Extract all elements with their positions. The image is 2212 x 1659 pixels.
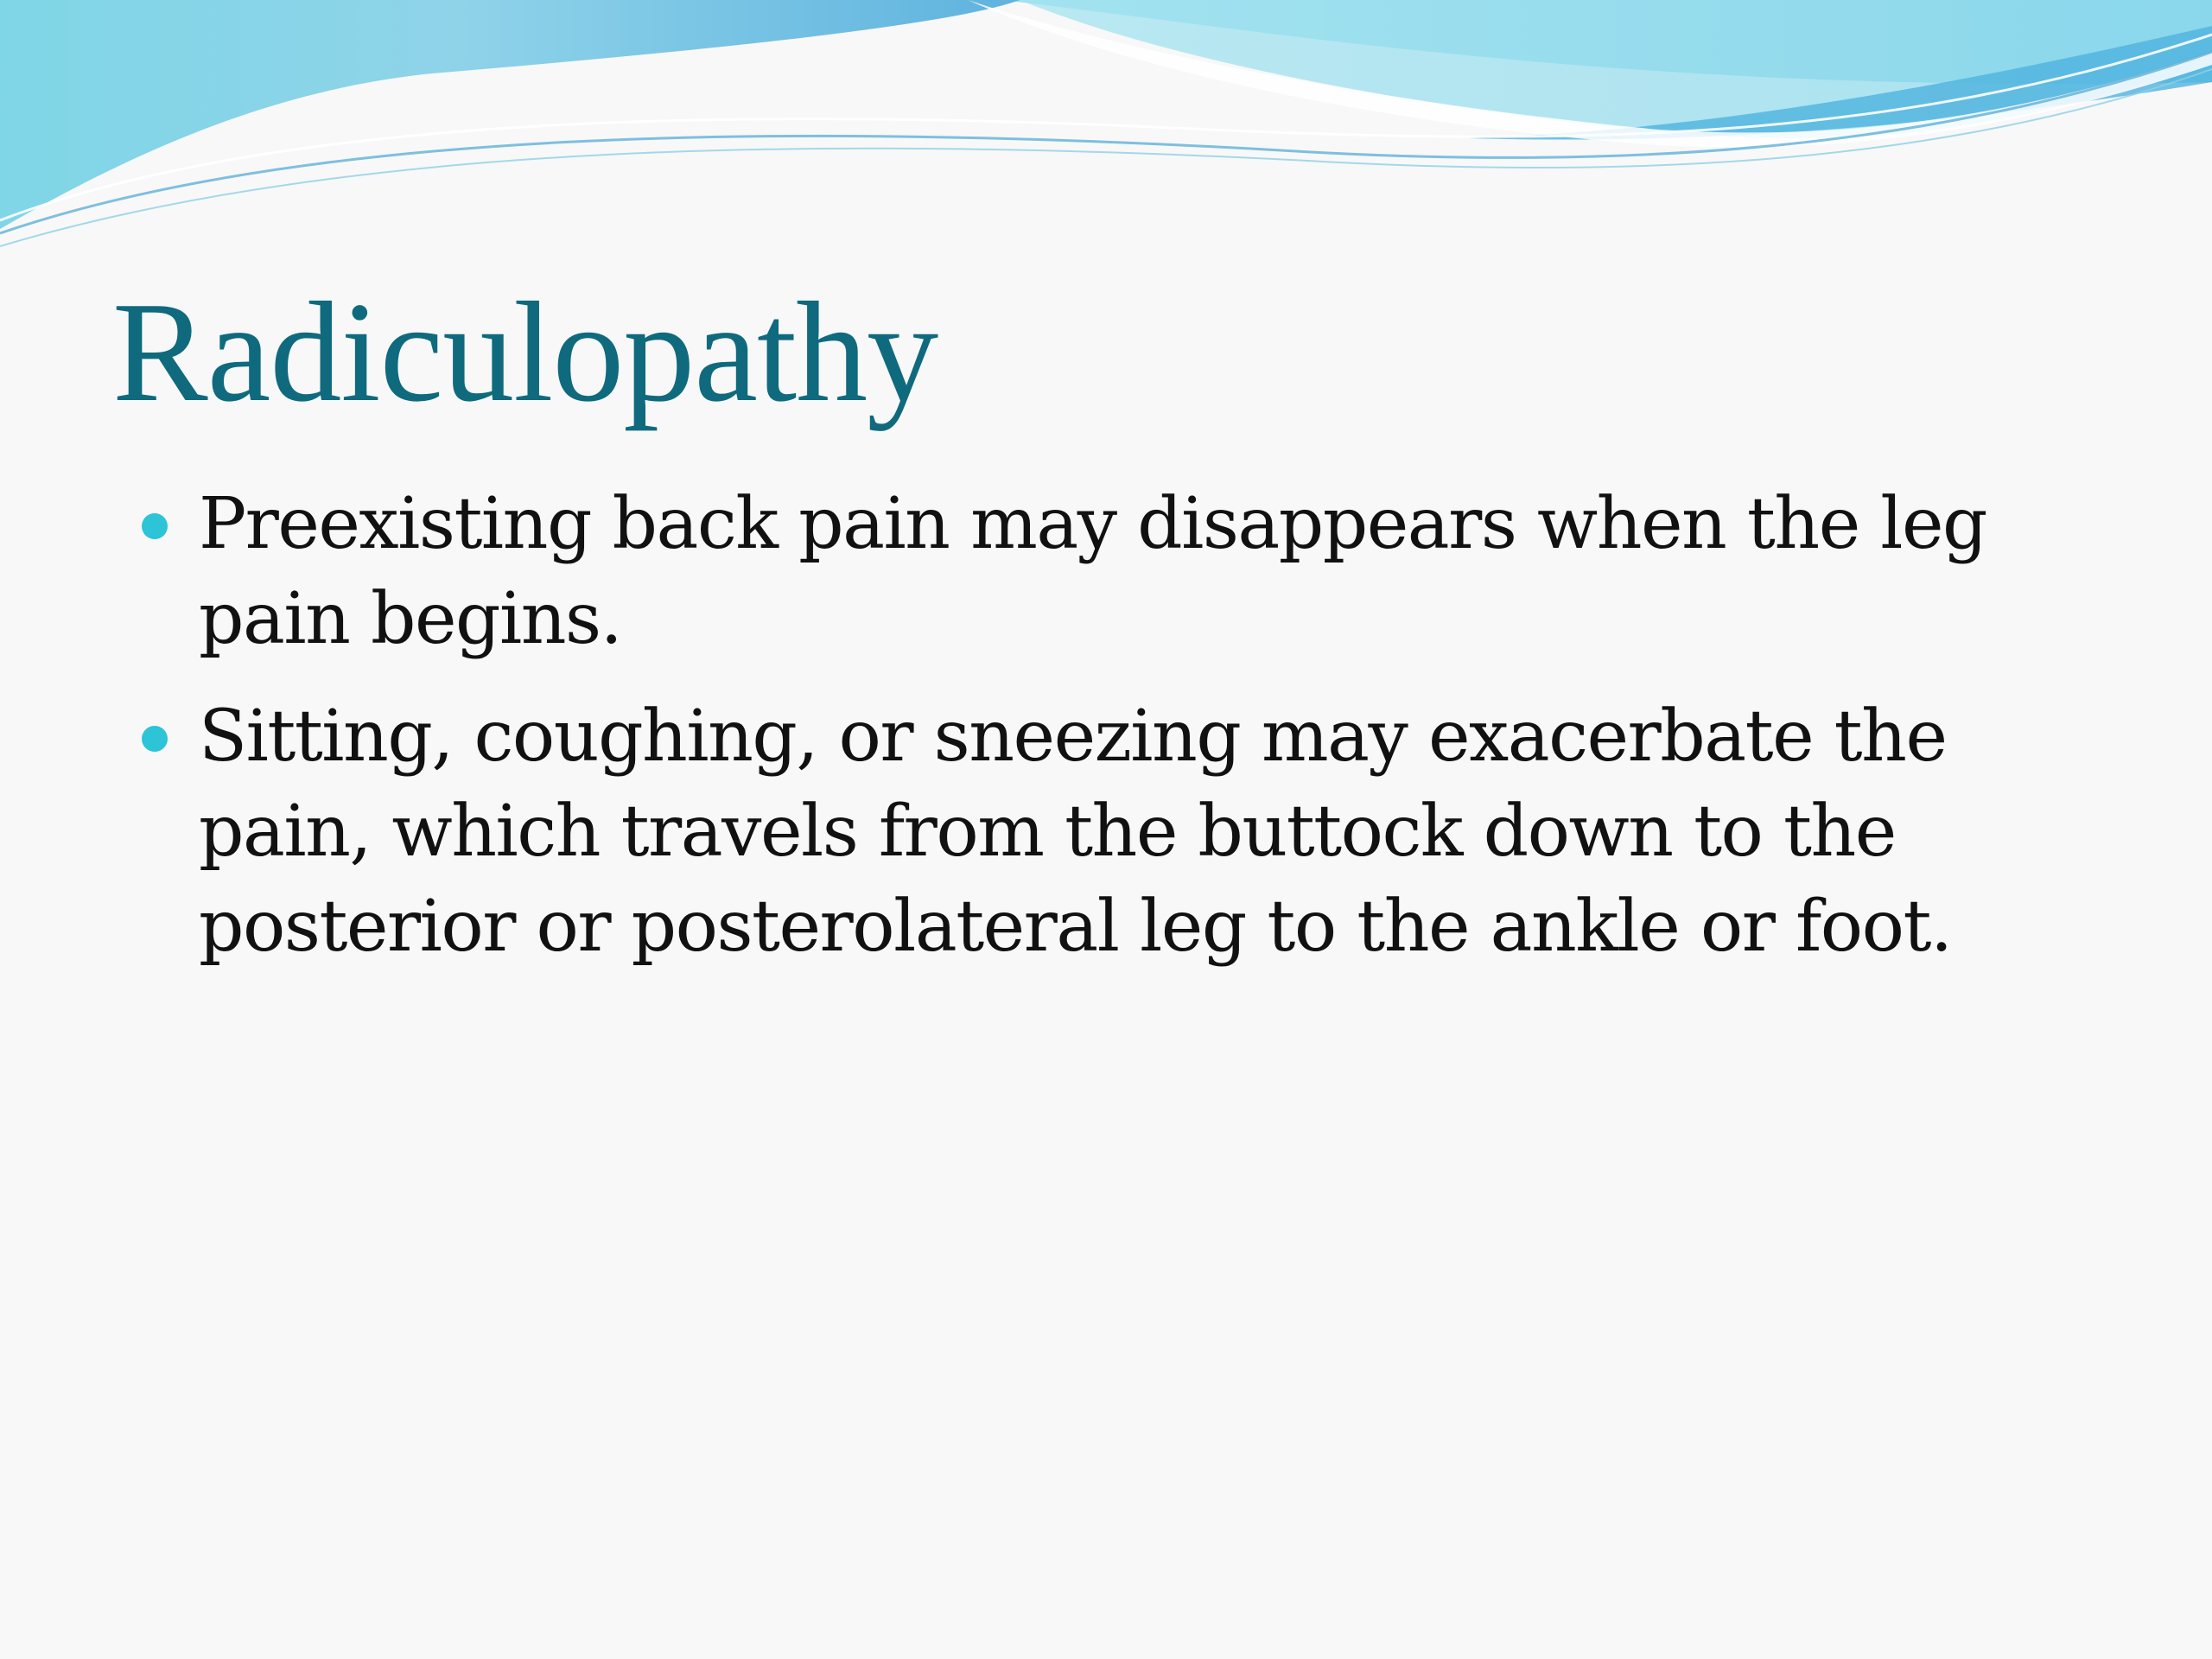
- bullet-marker-icon: [142, 513, 168, 539]
- bullet-text: Sitting, coughing, or sneezing may exacerbate the pain, which travels from the buttock down to the posterior or posterolateral leg to the ankle or foot.: [199, 696, 1952, 968]
- bullet-list: [138, 477, 1996, 997]
- slide-title: Radiculopathy: [112, 272, 938, 431]
- bullet-item: [138, 690, 1996, 975]
- bullet-item: [138, 477, 1996, 667]
- header-wave-decoration: [0, 0, 2212, 259]
- bullet-text: Preexisting back pain may disappears when the leg pain begins.: [199, 483, 1987, 660]
- bullet-marker-icon: [142, 726, 168, 752]
